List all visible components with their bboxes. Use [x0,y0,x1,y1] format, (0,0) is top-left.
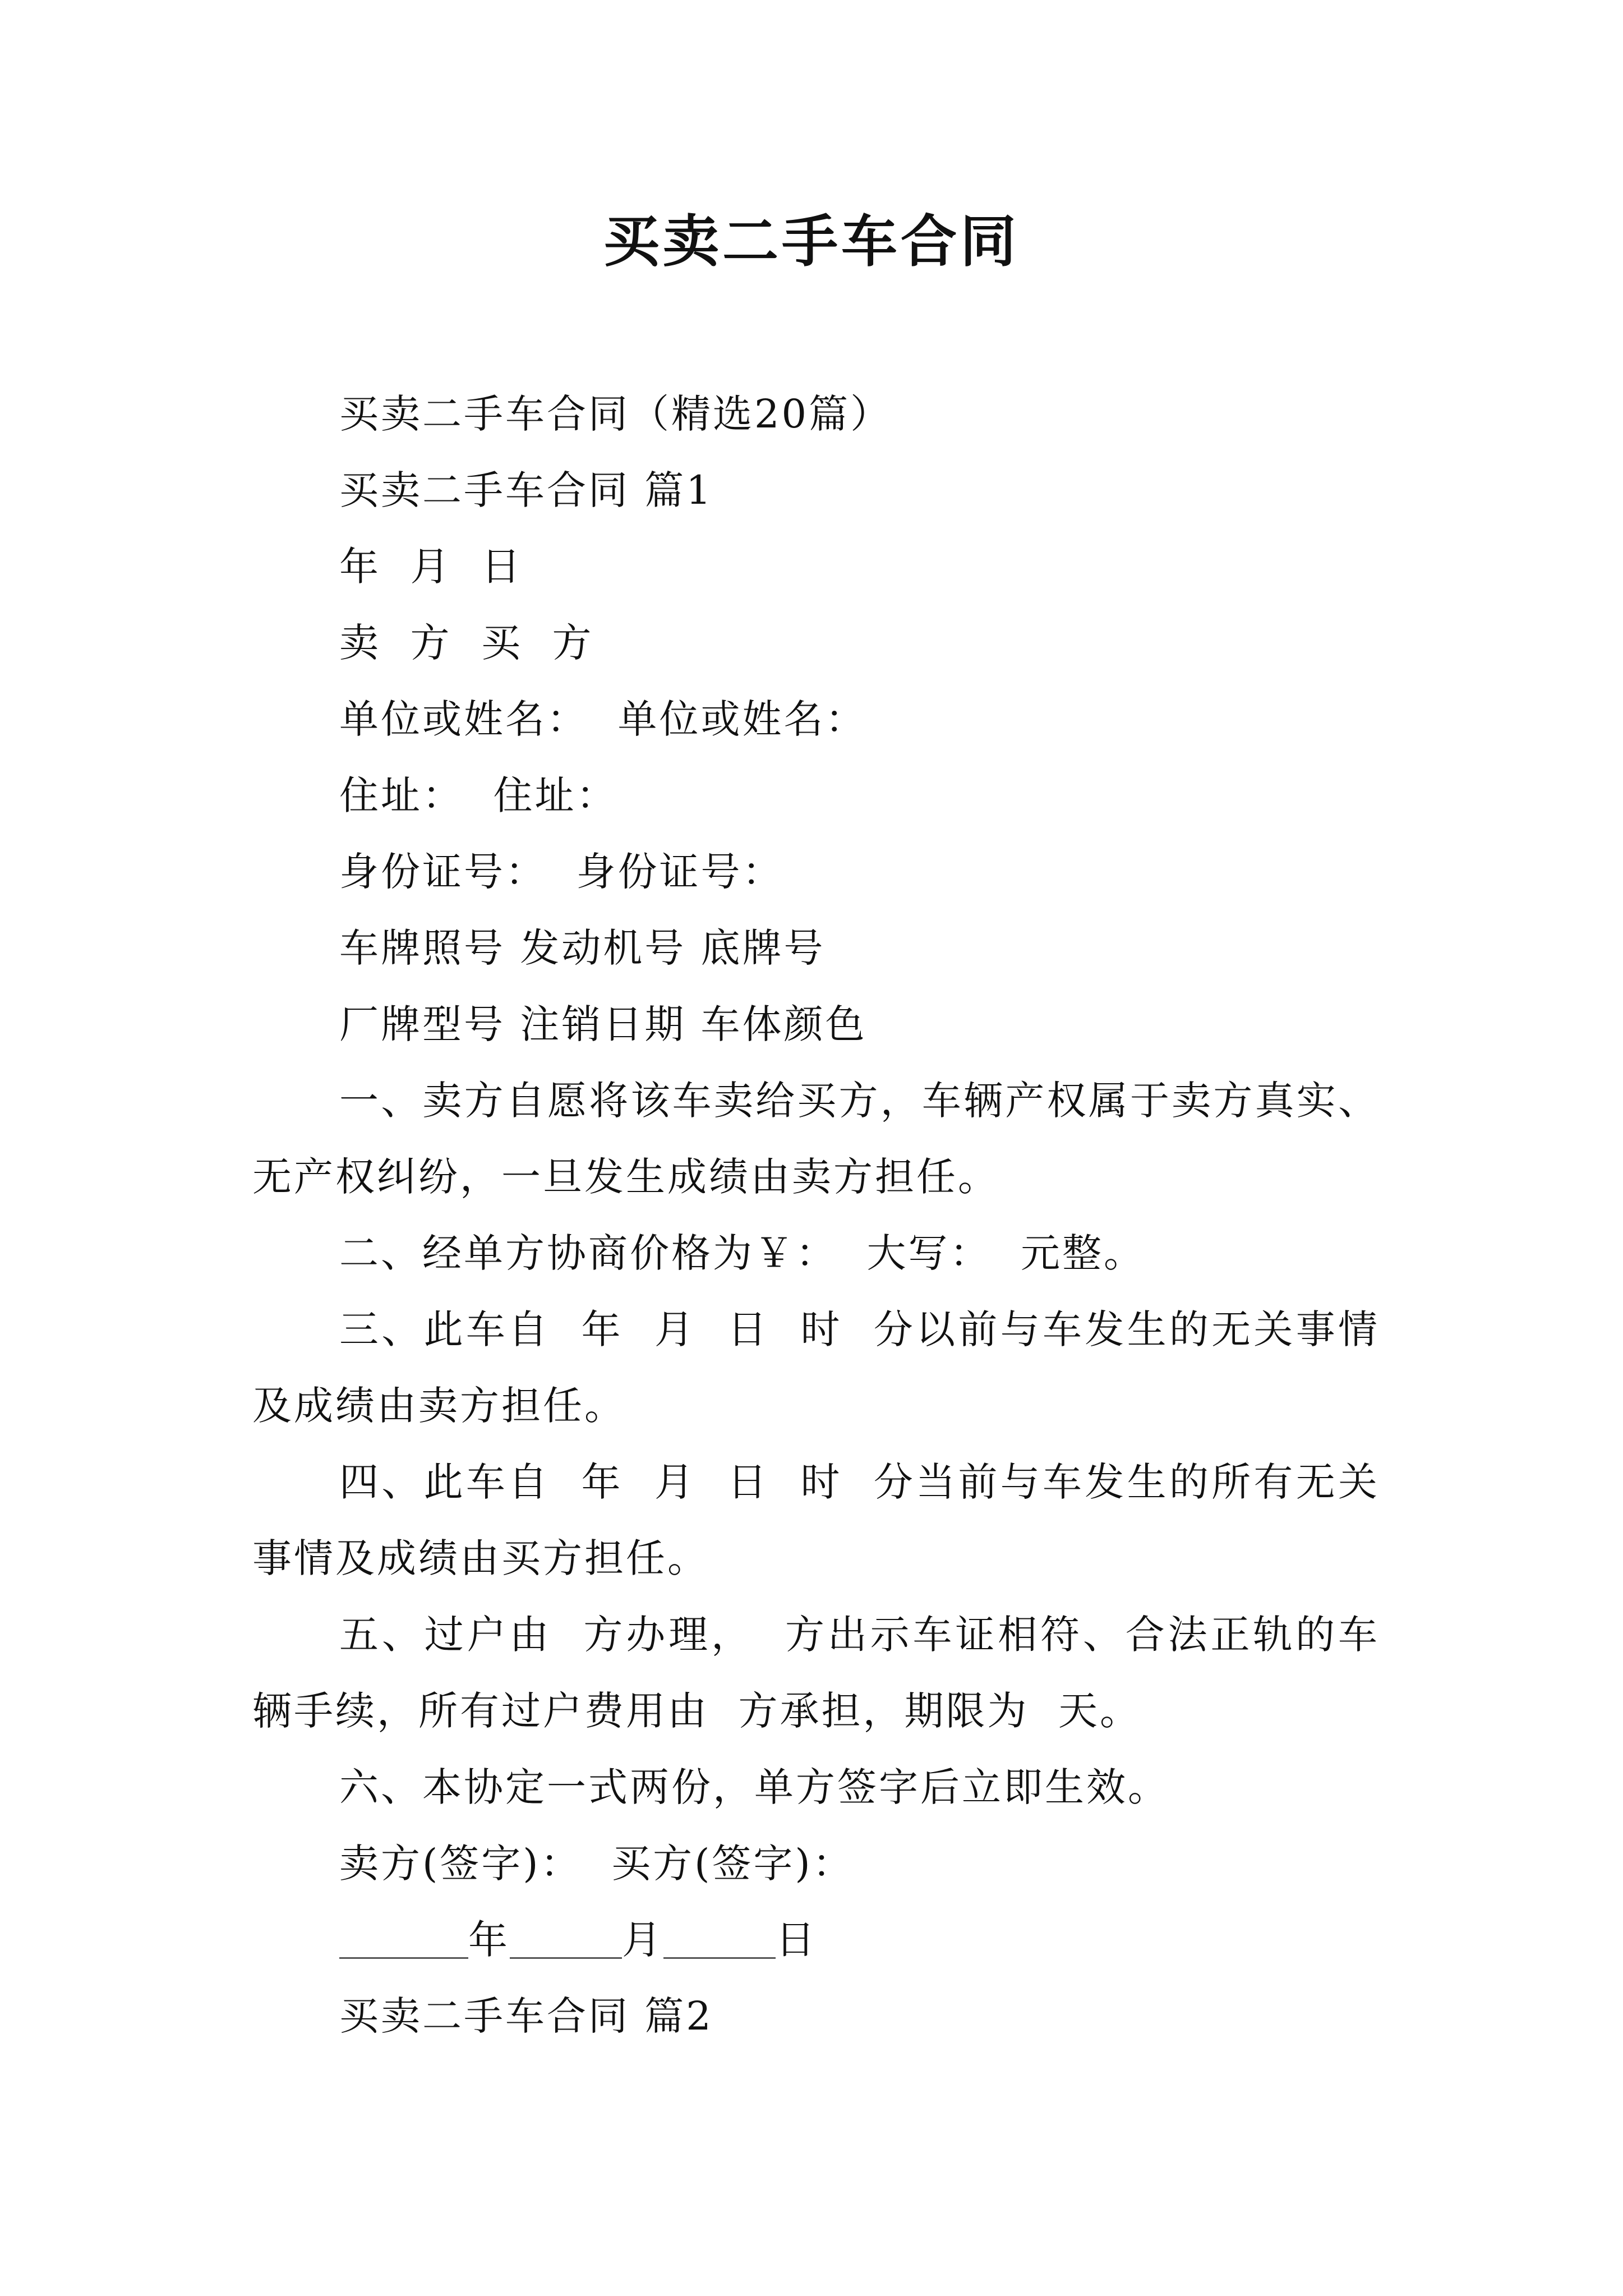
clause-4: 四、此车自 年 月 日 时 分当前与车发生的所有无关事情及成绩由买方担任。 [252,1459,1380,1581]
date-field: 年 月 日 [339,544,523,590]
address-field: 住址： 住址： [339,772,618,818]
month-blank [510,1918,622,1959]
year-label: 年 [468,1917,510,1963]
day-blank [663,1918,776,1959]
vehicle-plate-row: 车牌照号 发动机号 底牌号 [339,925,826,971]
section-heading-2: 买卖二手车合同 篇2 [339,1993,713,2039]
year-blank [339,1918,468,1959]
clause-6: 六、本协定一式两份，单方签字后立即生效。 [339,1764,1169,1810]
document-title: 买卖二手车合同 [603,208,1020,274]
vehicle-model-row: 厂牌型号 注销日期 车体颜色 [339,1001,867,1047]
clause-5: 五、过户由 方办理， 方出示车证相符、合法正轨的车辆手续，所有过户费用由 方承担，期限为 天。 [252,1612,1380,1734]
sign-date-line [252,1902,1380,1978]
clause-2: 二、经单方协商价格为￥： 大写： 元整。 [339,1230,1146,1276]
id-number-field: 身份证号： 身份证号： [339,849,784,895]
party-labels: 卖 方 买 方 [339,620,594,666]
clause-1: 一、卖方自愿将该车卖给买方，车辆产权属于卖方真实、无产权纠纷，一旦发生成绩由卖方担任。 [252,1078,1380,1200]
signature-line: 卖方(签字)： 买方(签字)： [339,1841,854,1887]
section-heading-1: 买卖二手车合同 篇1 [339,467,713,513]
day-label: 日 [776,1917,817,1963]
month-label: 月 [622,1917,663,1963]
name-field: 单位或姓名： 单位或姓名： [339,696,867,742]
subtitle: 买卖二手车合同（精选20篇） [339,391,892,437]
document-body [252,376,1380,2054]
clause-3: 三、此车自 年 月 日 时 分以前与车发生的无关事情及成绩由卖方担任。 [252,1306,1380,1429]
